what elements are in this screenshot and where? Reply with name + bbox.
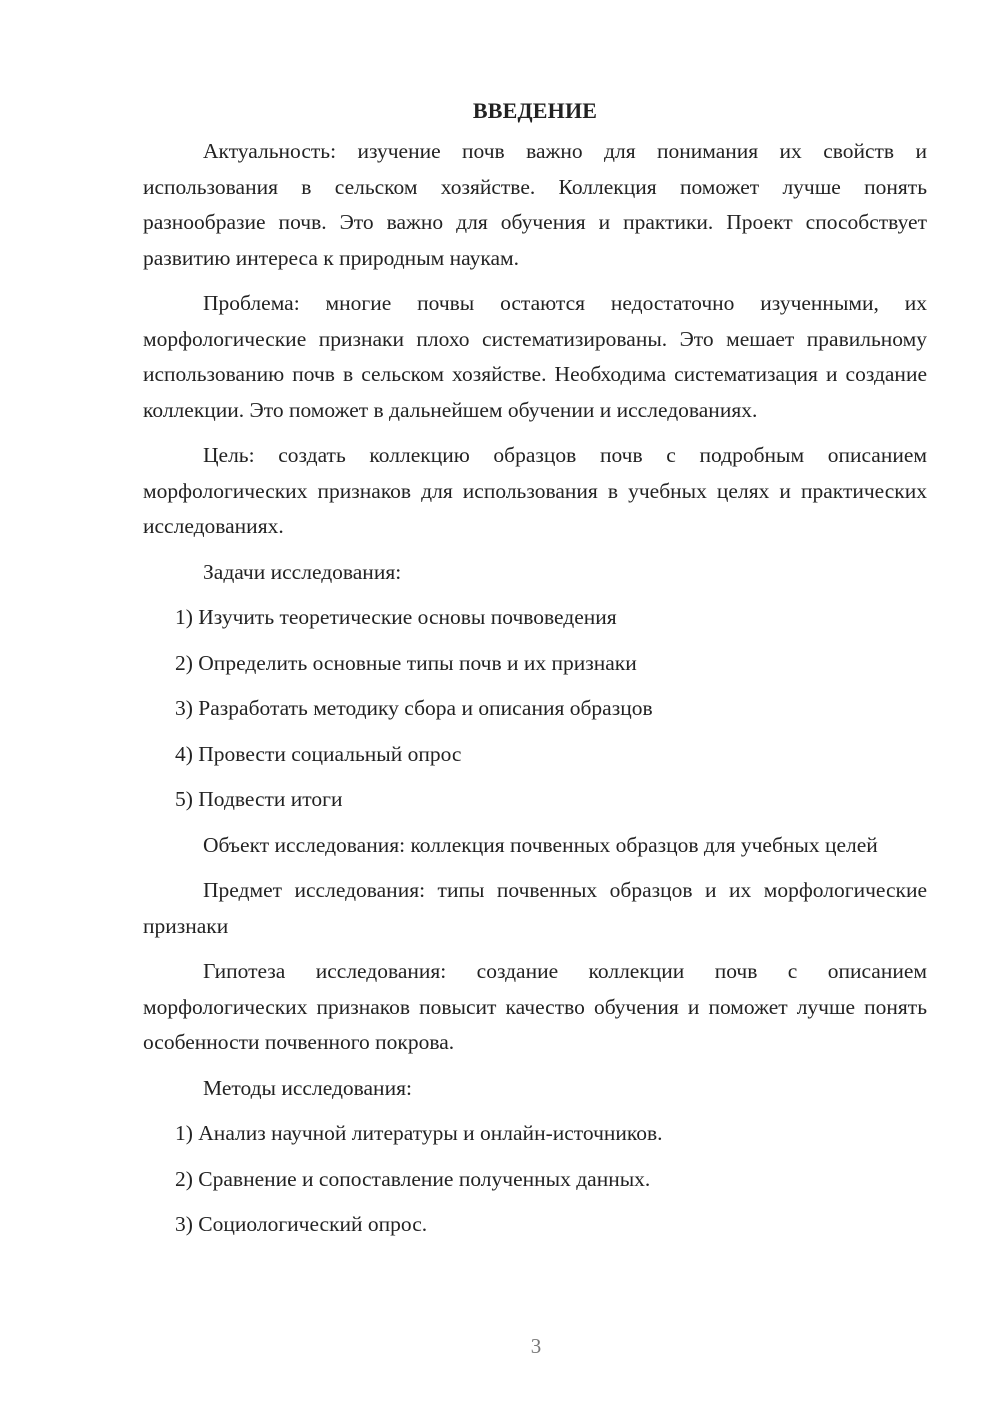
goal-paragraph: Цель: создать коллекцию образцов почв с подробным описанием морфологических признаков для использования в учебных целях и практических исследованиях. [143,443,927,538]
page-content [143,96,927,1253]
list-item: 3) Разработать методику сбора и описания образцов [175,696,653,720]
problem-paragraph: Проблема: многие почвы остаются недостаточно изученными, их морфологические признаки плохо систематизированы. Это мешает правильному использованию почв в сельском хозяйстве. Необходима систематизация и создание коллекции. Это поможет в дальнейшем обучении и исследованиях. [143,291,927,422]
list-item: 2) Сравнение и сопоставление полученных данных. [175,1166,651,1191]
methods-label: Методы исследования: [203,1075,412,1100]
relevance-paragraph: Актуальность: изучение почв важно для понимания их свойств и использования в сельском хозяйстве. Коллекция поможет лучше понять разнообразие почв. Это важно для обучения и практики. Проект способствует развитию интереса к природным наукам. [143,139,927,270]
tasks-list [143,600,927,818]
list-item: 4) Провести социальный опрос [175,741,462,766]
list-item: 1) Анализ научной литературы и онлайн-источников. [175,1121,663,1145]
hypothesis-paragraph: Гипотеза исследования: создание коллекции почв с описанием морфологических признаков повысит качество обучения и поможет лучше понять особенности почвенного покрова. [143,959,927,1054]
list-item: 5) Подвести итоги [175,787,343,811]
subject-paragraph: Предмет исследования: типы почвенных образцов и их морфологические признаки [143,878,927,938]
list-item: 2) Определить основные типы почв и их признаки [175,650,637,675]
methods-list [143,1116,927,1243]
page-number: 3 [530,1334,542,1358]
section-title: ВВЕДЕНИЕ [472,98,598,123]
tasks-label: Задачи исследования: [203,559,402,584]
object-paragraph: Объект исследования: коллекция почвенных образцов для учебных целей [203,832,878,857]
list-item: 3) Социологический опрос. [175,1212,428,1236]
list-item: 1) Изучить теоретические основы почвоведения [175,605,617,629]
